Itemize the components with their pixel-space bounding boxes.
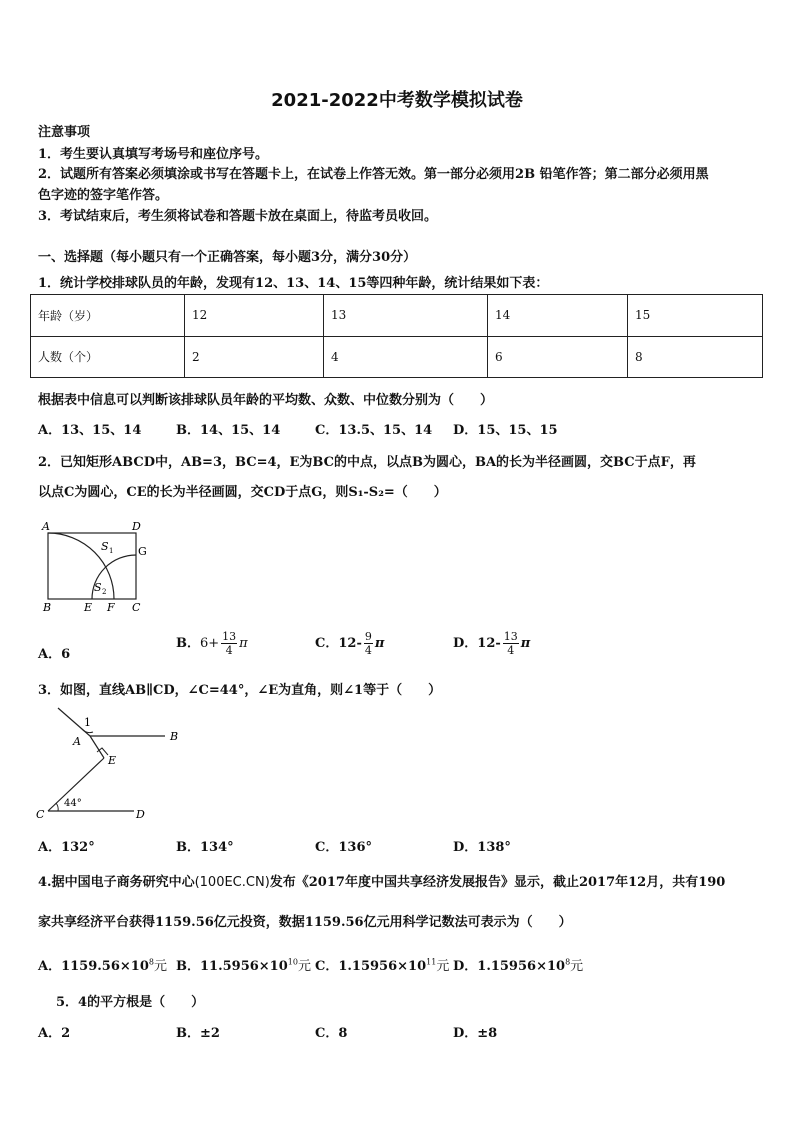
unit: 元 — [153, 959, 167, 974]
parallel-lines-figure — [32, 704, 179, 826]
table-cell: 13 — [324, 295, 488, 337]
numerator: 13 — [503, 630, 518, 643]
numerator: 9 — [364, 630, 372, 643]
label-s2-sub: 2 — [102, 588, 107, 596]
q3-option-b: B．134° — [176, 840, 234, 855]
unit: 元 — [436, 959, 450, 974]
label-g: G — [138, 545, 147, 558]
q4-option-c-value: C．1.15956×10 — [315, 959, 427, 974]
denominator: 4 — [225, 644, 233, 657]
q4-option-d-value: D．1.15956×10 — [453, 959, 566, 974]
table-cell: 6 — [488, 336, 628, 378]
table-cell: 15 — [628, 295, 763, 337]
label-c: C — [132, 601, 141, 614]
table-cell: 8 — [628, 336, 763, 378]
unit: 元 — [570, 959, 584, 974]
table-cell: 4 — [324, 336, 488, 378]
q4-option-c — [315, 955, 449, 974]
q2-option-b-expr: 6+ — [200, 636, 220, 651]
exponent: 10 — [287, 957, 298, 967]
label-s1: S — [101, 540, 109, 553]
exponent: 8 — [148, 957, 154, 967]
q5-option-b: B．±2 — [176, 1026, 220, 1041]
note-item: 3．考试结束后，考生须将试卷和答题卡放在桌面上，待监考员收回。 — [38, 209, 438, 224]
pi-symbol: π — [374, 636, 385, 651]
label-a: A — [42, 520, 50, 533]
q5-option-a: A．2 — [38, 1026, 71, 1041]
label-e: E — [108, 754, 117, 767]
q2-option-d-prefix: D．12- — [453, 636, 501, 651]
q2-option-b — [176, 630, 248, 657]
label-s2: S — [94, 581, 102, 594]
q1-option-c: C．13.5、15、14 — [315, 423, 433, 438]
note-item: 色字迹的签字笔作答。 — [38, 188, 169, 203]
unit: 元 — [297, 959, 311, 974]
q3-option-c: C．136° — [315, 840, 372, 855]
note-item: 1．考生要认真填写考场号和座位序号。 — [38, 147, 269, 162]
q2-line2: 以点C为圆心，CE的长为半径画圆，交CD于点G，则S₁-S₂=（ ） — [38, 485, 447, 500]
q3-stem: 3．如图，直线AB∥CD，∠C=44°，∠E为直角，则∠1等于（ ） — [38, 683, 442, 698]
table-cell: 年龄（岁） — [31, 295, 185, 337]
q4-line2: 家共享经济平台获得1159.56亿元投资，数据1159.56亿元用科学记数法可表示为（ ） — [38, 915, 572, 930]
label-angle-1: 1 — [84, 716, 91, 729]
age-table — [30, 294, 763, 378]
label-b: B — [170, 730, 179, 743]
q2-option-c-prefix: C．12- — [315, 636, 362, 651]
label-e: E — [84, 601, 93, 614]
table-cell: 人数（个） — [31, 336, 185, 378]
pi-symbol: π — [520, 636, 531, 651]
notes-heading: 注意事项 — [38, 125, 91, 140]
q4-source: (100EC.CN) — [194, 875, 270, 890]
label-c: C — [36, 808, 45, 821]
label-b: B — [43, 601, 52, 614]
angle-1-arc — [82, 729, 93, 733]
q4-option-a — [38, 955, 167, 974]
label-f: F — [107, 601, 115, 614]
angle-c-arc — [56, 803, 58, 811]
exponent: 11 — [426, 957, 437, 967]
page-title: 2021-2022中考数学模拟试卷 — [271, 90, 523, 111]
exponent: 8 — [565, 957, 571, 967]
rectangle-figure — [36, 518, 166, 618]
q1-option-d: D．15、15、15 — [453, 423, 558, 438]
table-row — [31, 295, 763, 337]
table-cell: 12 — [185, 295, 324, 337]
segment-ae — [90, 736, 104, 758]
q5-stem: 5．4的平方根是（ ） — [56, 995, 205, 1010]
fraction — [221, 630, 237, 657]
q2-option-b-prefix: B． — [176, 636, 200, 651]
label-angle-44: 44° — [64, 798, 82, 809]
label-s1-sub: 1 — [109, 547, 114, 555]
label-d: D — [132, 520, 141, 533]
q4-option-b — [176, 955, 311, 974]
fraction — [503, 630, 519, 657]
note-item: 2．试题所有答案必须填涂或书写在答题卡上，在试卷上作答无效。第一部分必须用2B 铅笔作答；第二部分必须用黑 — [38, 167, 709, 182]
q4-text: 4.据中国电子商务研究中心 — [38, 875, 195, 890]
section-heading: 一、选择题（每小题只有一个正确答案，每小题3分，满分30分） — [38, 250, 417, 265]
q4-option-d — [453, 955, 583, 974]
q4-line1 — [38, 871, 725, 890]
numerator: 13 — [222, 630, 237, 643]
pi-symbol: π — [239, 636, 248, 651]
table-cell: 2 — [185, 336, 324, 378]
q5-option-d: D．±8 — [453, 1026, 498, 1041]
q1-option-b: B．14、15、14 — [176, 423, 281, 438]
q4-text: 发布《2017年度中国共享经济发展报告》显示，截止2017年12月，共有190 — [269, 875, 726, 890]
q5-option-c: C．8 — [315, 1026, 348, 1041]
q3-option-a: A．132° — [38, 840, 95, 855]
rectangle-abcd — [48, 533, 136, 599]
q2-line1: 2．已知矩形ABCD中，AB=3，BC=4，E为BC的中点，以点B为圆心，BA的长为半径画圆，交BC于点F，再 — [38, 455, 696, 470]
q4-option-b-value: B．11.5956×10 — [176, 959, 288, 974]
label-d: D — [136, 808, 145, 821]
q1-stem: 1．统计学校排球队员的年龄，发现有12、13、14、15等四种年龄，统计结果如下表： — [38, 276, 549, 291]
q2-option-d — [453, 630, 530, 657]
q1-question: 根据表中信息可以判断该排球队员年龄的平均数、众数、中位数分别为（ ） — [38, 393, 494, 408]
q2-option-a: A．6 — [38, 647, 71, 662]
denominator: 4 — [507, 644, 515, 657]
label-a: A — [73, 735, 81, 748]
q3-option-d: D．138° — [453, 840, 511, 855]
table-row — [31, 336, 763, 378]
fraction — [364, 630, 373, 657]
table-cell: 14 — [488, 295, 628, 337]
q4-option-a-value: A．1159.56×10 — [38, 959, 149, 974]
denominator: 4 — [364, 644, 372, 657]
q1-option-a: A．13、15、14 — [38, 423, 142, 438]
q2-option-c — [315, 630, 384, 657]
